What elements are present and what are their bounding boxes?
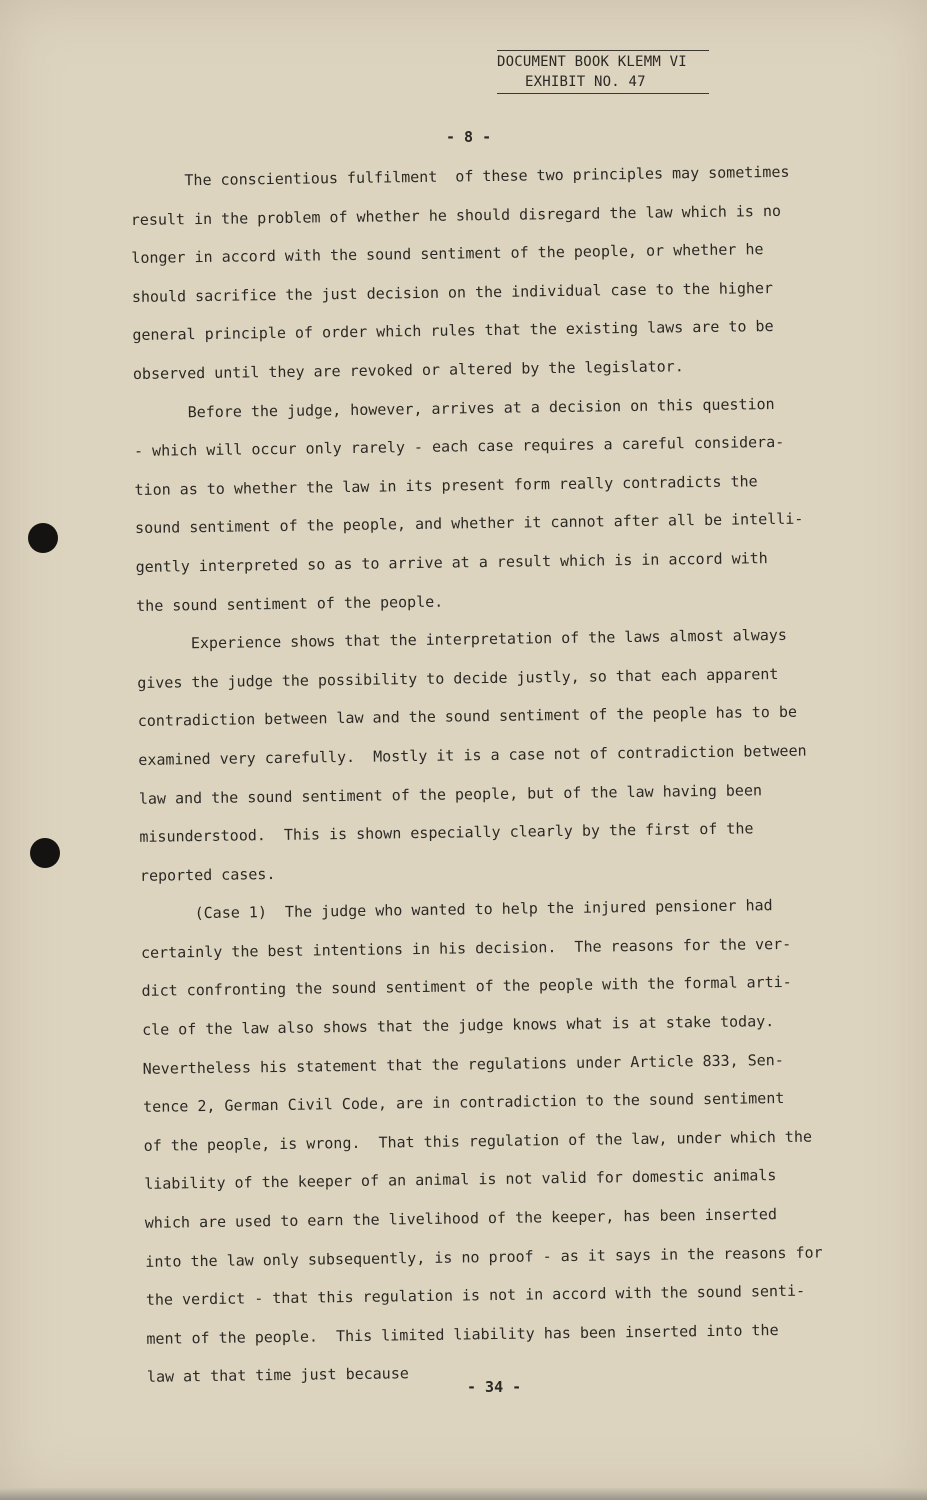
document-header (497, 50, 709, 94)
text-line: Nevertheless his statement that the regulations under Article 833, Sen- (142, 1050, 784, 1078)
text-line: certainly the best intentions in his decision. The reasons for the ver- (140, 934, 792, 962)
body-text (130, 152, 872, 1397)
text-line: ment of the people. This limited liability has been inserted into the (146, 1320, 779, 1348)
text-line: dict confronting the sound sentiment of the people with the formal arti- (141, 973, 792, 1001)
punch-hole-bottom (30, 838, 60, 868)
text-line: general principle of order which rules that the existing laws are to be (132, 317, 774, 345)
text-line: Experience shows that the interpretation of the laws almost always (136, 626, 788, 654)
text-line: Before the judge, however, arrives at a decision on this question (133, 394, 775, 422)
page-number-bottom: - 34 - (467, 1378, 522, 1396)
text-line: result in the problem of whether he should disregard the law which is no (130, 201, 782, 229)
text-line: The conscientious fulfilment of these two principles may sometimes (130, 162, 790, 190)
text-line: observed until they are revoked or altered by the legislator. (132, 357, 684, 383)
text-line: sound sentiment of the people, and whether it cannot after all be intelli- (134, 509, 804, 538)
text-line: - which will occur only rarely - each case requires a careful considera- (133, 433, 785, 461)
text-line: the sound sentiment of the people. (136, 592, 444, 615)
text-line: contradiction between law and the sound sentiment of the people has to be (137, 703, 798, 731)
text-line: gives the judge the possibility to decide justly, so that each apparent (137, 664, 779, 692)
text-line: cle of the law also shows that the judge knows what is at stake today. (141, 1012, 775, 1039)
text-line: law at that time just because (146, 1364, 409, 1387)
text-line: misunderstood. This is shown especially clearly by the first of the (139, 819, 754, 847)
header-top-rule (497, 50, 709, 51)
text-line: liability of the keeper of an animal is not valid for domestic animals (144, 1166, 777, 1194)
text-line: reported cases. (139, 864, 276, 885)
text-line: (Case 1) The judge who wanted to help the injured pensioner had (140, 896, 773, 924)
document-book-label: DOCUMENT BOOK KLEMM VI (497, 54, 687, 70)
text-line: law and the sound sentiment of the people, but of the law having been (138, 780, 763, 808)
text-line: examined very carefully. Mostly it is a case not of contradiction between (138, 741, 807, 769)
text-line: gently interpreted so as to arrive at a result which is in accord with (135, 549, 768, 576)
text-line: of the people, is wrong. That this regulation of the law, under which the (143, 1127, 813, 1155)
text-line: which are used to earn the livelihood of the keeper, has been inserted (144, 1205, 778, 1232)
page-number-top: - 8 - (446, 128, 492, 146)
text-line: tion as to whether the law in its present form really contradicts the (134, 472, 758, 499)
text-line: should sacrifice the just decision on the individual case to the higher (131, 278, 774, 306)
text-line: tence 2, German Civil Code, are in contradiction to the sound sentiment (143, 1089, 785, 1117)
text-line: the verdict - that this regulation is not in accord with the sound senti- (145, 1281, 806, 1310)
scan-edge (0, 1488, 927, 1500)
punch-hole-top (28, 523, 58, 553)
text-line: into the law only subsequently, is no proof - as it says in the reasons for (145, 1243, 823, 1271)
text-line: longer in accord with the sound sentiment of the people, or whether he (131, 240, 764, 268)
exhibit-number-label: EXHIBIT NO. 47 (497, 72, 709, 94)
